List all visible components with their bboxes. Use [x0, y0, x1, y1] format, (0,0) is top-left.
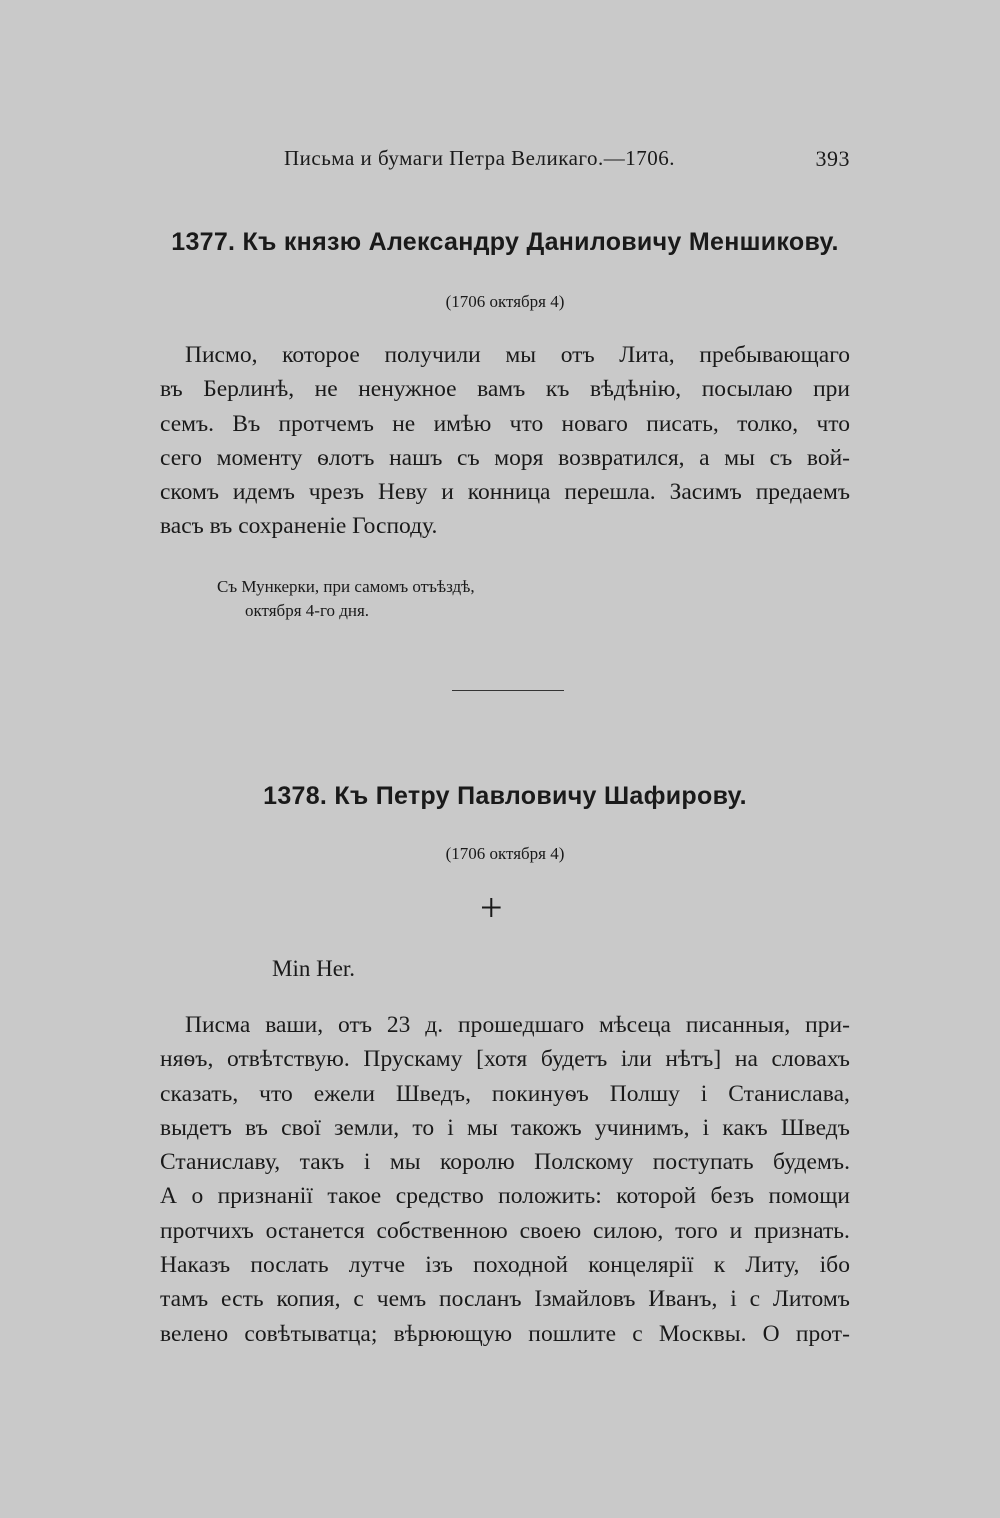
body-line: Наказъ послать лутче ізъ походной концелярії к Литу, ібо: [160, 1252, 850, 1279]
body-line: васъ въ сохраненіе Господу.: [160, 513, 438, 540]
body-line: няѳъ, отвѣтствую. Прускаму [хотя будетъ іли нѣтъ] на словахъ: [160, 1046, 850, 1073]
body-line: семъ. Въ протчемъ не имѣю что новаго писать, толко, что: [160, 410, 850, 437]
body-line: Писма ваши, отъ 23 д. прошедшаго мѣсеца писанныя, при-: [185, 1012, 850, 1038]
body-line: велено совѣтыватца; вѣрюющую пошлите с Москвы. О прот-: [160, 1320, 850, 1347]
body-line: скомъ идемъ чрезъ Неву и конница перешла. Засимъ предаемъ: [160, 479, 850, 506]
body-line: протчихъ останется собственною своею силою, того и признать.: [160, 1217, 850, 1244]
body-line: Станиславу, такъ і мы королю Полскому поступать будемъ.: [160, 1149, 850, 1176]
letter-1378-heading: 1378. Къ Петру Павловичу Шафирову.: [263, 782, 747, 810]
body-line: Писмо, которое получили мы отъ Лита, пребывающаго: [185, 342, 850, 368]
body-line: выдетъ въ свої земли, то і мы такожъ учинимъ, і какъ Шведъ: [160, 1114, 850, 1141]
letter-1378-body: [160, 1008, 850, 1351]
salutation: Min Her.: [272, 956, 356, 981]
body-line: сказать, что ежели Шведъ, покинуѳъ Полшу і Станислава,: [160, 1080, 850, 1107]
cross-symbol: +: [480, 885, 503, 930]
letter-1377-signoff-place: Съ Мункерки, при самомъ отъѣздѣ,: [217, 577, 475, 596]
letter-1377-body: [160, 338, 850, 544]
section-divider: [452, 690, 564, 691]
letter-1377-signoff-date: октября 4-го дня.: [245, 601, 370, 620]
body-line: А о признанії такое средство положить: которой безъ помощи: [160, 1183, 850, 1210]
body-line: въ Берлинѣ, не ненужное вамъ къ вѣдѣнію, посылаю при: [160, 376, 850, 403]
letter-1377-heading: 1377. Къ князю Александру Даниловичу Меншикову.: [171, 228, 839, 256]
body-line: сего моменту ѳлотъ нашъ съ моря возвратился, а мы съ вой-: [160, 444, 850, 471]
body-line: тамъ есть копия, с чемъ посланъ Ізмайловъ Иванъ, і с Литомъ: [160, 1286, 850, 1313]
letter-1378-dateline: (1706 октября 4): [445, 844, 565, 863]
page-number: 393: [815, 146, 850, 171]
letter-1377-dateline: (1706 октября 4): [445, 292, 565, 311]
running-head-title: Письма и бумаги Петра Великаго.—1706.: [284, 146, 676, 170]
